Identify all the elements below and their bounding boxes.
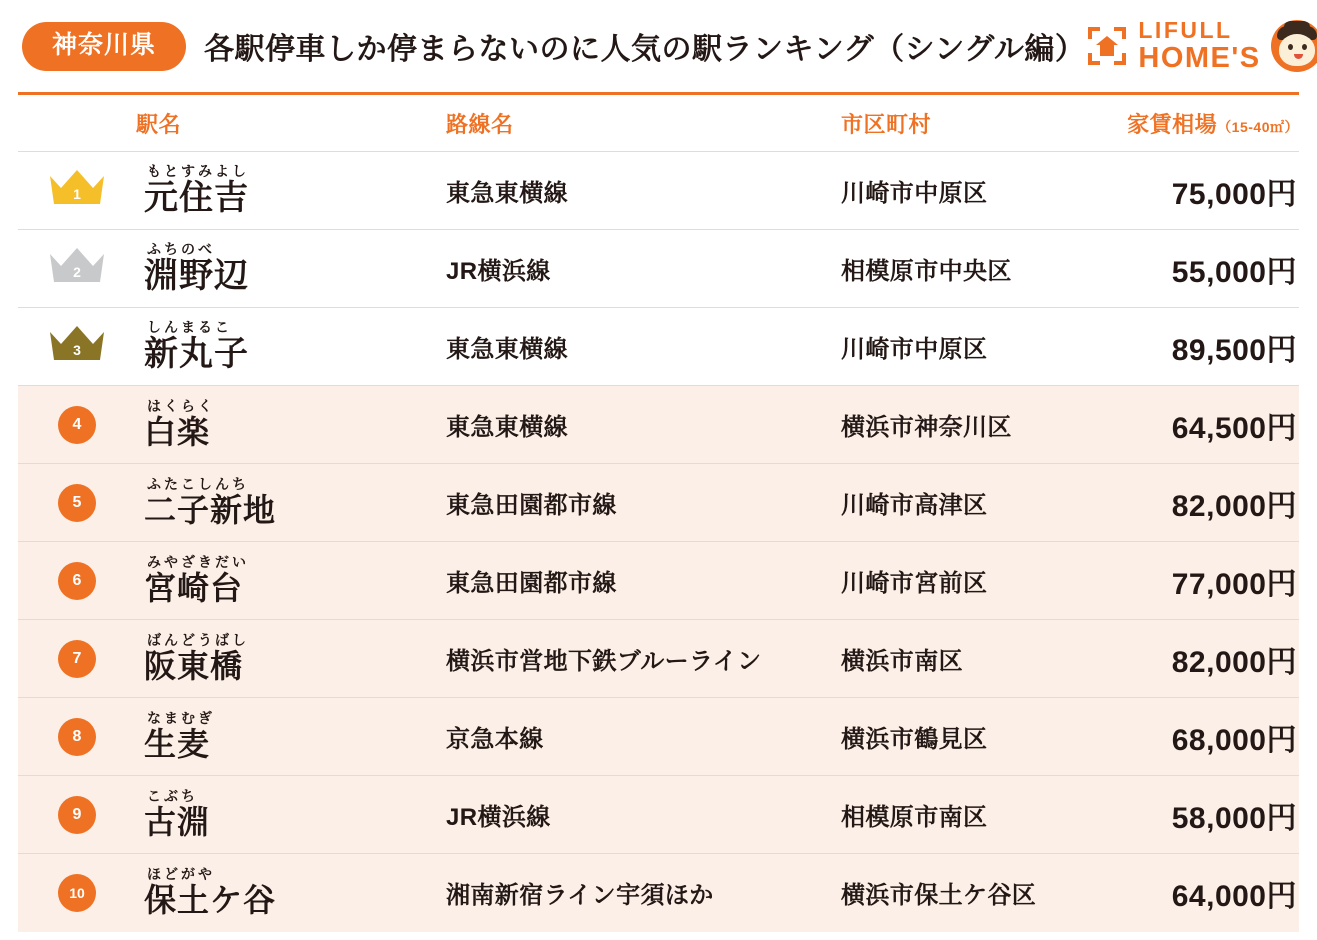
cell-line	[446, 464, 841, 542]
table-row	[18, 620, 1299, 698]
column-city: 市区町村	[841, 112, 932, 137]
rank-badge: 5	[58, 484, 96, 522]
cell-city	[841, 230, 1106, 308]
station-name: 生麦	[144, 726, 211, 763]
station-name: 元住吉	[144, 179, 249, 218]
cell-city	[841, 620, 1106, 698]
cell-rank	[18, 230, 136, 308]
city-name: 横浜市南区	[841, 648, 963, 675]
table-row	[18, 464, 1299, 542]
table-row	[18, 698, 1299, 776]
line-name: 湘南新宿ライン宇須ほか	[446, 882, 714, 910]
column-rent	[1106, 95, 1299, 152]
rank-number: 2	[73, 264, 81, 280]
station-name: 宮崎台	[144, 570, 244, 607]
cell-line	[446, 854, 841, 932]
crown-icon-bronze	[46, 322, 108, 366]
cell-city	[841, 854, 1106, 932]
cell-line	[446, 230, 841, 308]
station-name: 阪東橋	[144, 648, 244, 685]
station-name: 新丸子	[144, 335, 249, 374]
table-body	[18, 152, 1299, 932]
station-ruby: ふたこしんち	[147, 476, 249, 493]
line-name: 京急本線	[446, 726, 544, 753]
prefecture-badge: 神奈川県	[22, 22, 186, 71]
line-name: 横浜市営地下鉄ブルーライン	[446, 648, 762, 675]
table-row	[18, 386, 1299, 464]
house-icon	[1085, 24, 1129, 68]
cell-rank	[18, 776, 136, 854]
cell-station	[136, 698, 446, 776]
rank-number: 3	[73, 342, 81, 358]
cell-rent	[1106, 776, 1299, 854]
column-rent-label: 家賃相場	[1127, 112, 1218, 137]
column-line: 路線名	[446, 112, 514, 137]
station-ruby: ふちのべ	[147, 241, 215, 258]
table-header-row	[18, 95, 1299, 152]
cell-rent	[1106, 542, 1299, 620]
cell-rent	[1106, 152, 1299, 230]
cell-station	[136, 464, 446, 542]
cell-city	[841, 464, 1106, 542]
station-ruby: なまむぎ	[147, 710, 215, 727]
line-name: 東急田園都市線	[446, 492, 617, 519]
lifull-homes-logo	[1085, 19, 1260, 73]
cell-city	[841, 542, 1106, 620]
station-ruby: こぶち	[147, 788, 198, 805]
cell-line	[446, 308, 841, 386]
brand-area	[1085, 19, 1317, 73]
rent-value: 64,000円	[1171, 879, 1297, 913]
rent-value: 82,000円	[1171, 489, 1297, 523]
cell-city	[841, 386, 1106, 464]
rank-badge: 10	[58, 874, 96, 912]
column-station: 駅名	[136, 112, 182, 137]
cell-rent	[1106, 464, 1299, 542]
cell-station	[136, 386, 446, 464]
crown-icon-gold	[46, 166, 108, 210]
table-row	[18, 542, 1299, 620]
rent-value: 75,000円	[1171, 177, 1297, 211]
line-name: 東急田園都市線	[446, 570, 617, 597]
rent-value: 64,500円	[1171, 411, 1297, 445]
table-row	[18, 854, 1299, 932]
cell-rank	[18, 308, 136, 386]
cell-rent	[1106, 698, 1299, 776]
station-name: 淵野辺	[144, 257, 249, 296]
city-name: 相模原市南区	[841, 804, 988, 831]
station-name: 保土ケ谷	[144, 882, 277, 919]
cell-station	[136, 542, 446, 620]
rank-badge: 6	[58, 562, 96, 600]
ranking-table	[18, 95, 1299, 932]
cell-city	[841, 308, 1106, 386]
cell-rank	[18, 542, 136, 620]
city-name: 横浜市神奈川区	[841, 414, 1012, 441]
station-ruby: ばんどうばし	[147, 632, 249, 649]
cell-station	[136, 776, 446, 854]
city-name: 横浜市鶴見区	[841, 726, 988, 753]
table-row	[18, 152, 1299, 230]
line-name: 東急東横線	[446, 336, 568, 363]
rent-value: 77,000円	[1171, 567, 1297, 601]
rent-value: 89,500円	[1171, 333, 1297, 367]
table-row	[18, 230, 1299, 308]
table-row	[18, 776, 1299, 854]
cell-station	[136, 620, 446, 698]
cell-rent	[1106, 230, 1299, 308]
cell-line	[446, 386, 841, 464]
cell-rank	[18, 386, 136, 464]
cell-station	[136, 152, 446, 230]
brand-wordmark	[1138, 19, 1260, 73]
rank-number: 1	[73, 186, 81, 202]
cell-line	[446, 620, 841, 698]
table-row	[18, 308, 1299, 386]
cell-station	[136, 230, 446, 308]
cell-rent	[1106, 854, 1299, 932]
rent-value: 82,000円	[1171, 645, 1297, 679]
rent-value: 58,000円	[1171, 801, 1297, 835]
station-name: 古淵	[144, 804, 211, 841]
rank-badge: 8	[58, 718, 96, 756]
city-name: 横浜市保土ケ谷区	[841, 882, 1037, 910]
rank-badge: 4	[58, 406, 96, 444]
rank-badge: 7	[58, 640, 96, 678]
cell-rank	[18, 620, 136, 698]
rent-value: 55,000円	[1171, 255, 1297, 289]
city-name: 川崎市高津区	[841, 492, 988, 519]
cell-city	[841, 776, 1106, 854]
cell-line	[446, 698, 841, 776]
cell-line	[446, 152, 841, 230]
station-ruby: しんまるこ	[147, 319, 232, 336]
page-title: 各駅停車しか停まらないのに人気の駅ランキング（シングル編）	[204, 33, 1086, 66]
cell-rank	[18, 854, 136, 932]
cell-line	[446, 776, 841, 854]
cell-station	[136, 854, 446, 932]
cell-line	[446, 542, 841, 620]
brand-line-1: LIFULL	[1138, 17, 1233, 43]
city-name: 川崎市中原区	[841, 180, 988, 207]
station-ruby: もとすみよし	[147, 163, 249, 180]
cell-rank	[18, 464, 136, 542]
station-ruby: はくらく	[147, 398, 215, 415]
city-name: 川崎市中原区	[841, 336, 988, 363]
cell-rent	[1106, 386, 1299, 464]
line-name: JR横浜線	[446, 804, 551, 831]
page-header	[0, 0, 1317, 92]
station-name: 白楽	[144, 414, 211, 451]
mascot-avatar	[1271, 20, 1317, 72]
cell-city	[841, 698, 1106, 776]
station-ruby: みやざきだい	[147, 554, 249, 571]
cell-station	[136, 308, 446, 386]
station-name: 二子新地	[144, 492, 277, 529]
column-rent-note: （15-40㎡）	[1217, 119, 1299, 135]
city-name: 相模原市中央区	[841, 258, 1012, 285]
station-ruby: ほどがや	[147, 866, 215, 883]
column-rank	[18, 95, 136, 152]
brand-line-2: HOME'S	[1138, 42, 1261, 74]
cell-rank	[18, 152, 136, 230]
city-name: 川崎市宮前区	[841, 570, 988, 597]
crown-icon-silver	[46, 244, 108, 288]
cell-rent	[1106, 308, 1299, 386]
line-name: JR横浜線	[446, 258, 551, 285]
cell-rent	[1106, 620, 1299, 698]
cell-city	[841, 152, 1106, 230]
rent-value: 68,000円	[1171, 723, 1297, 757]
cell-rank	[18, 698, 136, 776]
line-name: 東急東横線	[446, 180, 568, 207]
rank-badge: 9	[58, 796, 96, 834]
line-name: 東急東横線	[446, 414, 568, 441]
